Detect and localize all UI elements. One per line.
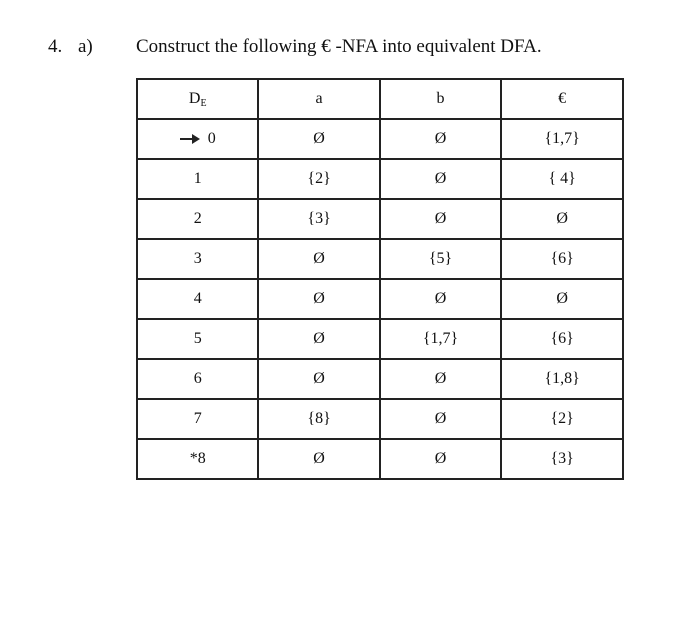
cell-b: {1,7} bbox=[380, 319, 502, 359]
cell-epsilon: {6} bbox=[501, 239, 623, 279]
cell-a: Ø bbox=[258, 439, 379, 479]
header-state bbox=[137, 79, 258, 119]
state-cell: 3 bbox=[137, 239, 258, 279]
cell-a: Ø bbox=[258, 119, 379, 159]
cell-epsilon: {1,7} bbox=[501, 119, 623, 159]
cell-a: Ø bbox=[258, 239, 379, 279]
question-part: a) bbox=[78, 36, 93, 57]
start-arrow-icon bbox=[180, 134, 200, 144]
state-cell: 1 bbox=[137, 159, 258, 199]
cell-b: Ø bbox=[380, 399, 502, 439]
state-cell: 5 bbox=[137, 319, 258, 359]
cell-b: Ø bbox=[380, 279, 502, 319]
header-state-sub: E bbox=[200, 97, 207, 109]
header-epsilon: € bbox=[501, 79, 623, 119]
question-number: 4. bbox=[48, 36, 63, 57]
cell-b: {5} bbox=[380, 239, 502, 279]
table-row bbox=[137, 239, 623, 279]
state-label: 0 bbox=[207, 130, 216, 147]
header-b: b bbox=[380, 79, 502, 119]
table-row bbox=[137, 319, 623, 359]
cell-b: Ø bbox=[380, 119, 502, 159]
cell-epsilon: {1,8} bbox=[501, 359, 623, 399]
state-cell bbox=[137, 119, 258, 159]
cell-a: {8} bbox=[258, 399, 379, 439]
cell-epsilon: {3} bbox=[501, 439, 623, 479]
cell-b: Ø bbox=[380, 199, 502, 239]
state-cell: 7 bbox=[137, 399, 258, 439]
table-row bbox=[137, 199, 623, 239]
cell-a: Ø bbox=[258, 319, 379, 359]
state-cell: 2 bbox=[137, 199, 258, 239]
transition-table bbox=[136, 78, 624, 480]
cell-b: Ø bbox=[380, 159, 502, 199]
table-row bbox=[137, 159, 623, 199]
cell-epsilon: Ø bbox=[501, 199, 623, 239]
cell-epsilon: {6} bbox=[501, 319, 623, 359]
table-header-row bbox=[137, 79, 623, 119]
table-row bbox=[137, 359, 623, 399]
cell-epsilon: {2} bbox=[501, 399, 623, 439]
state-cell: *8 bbox=[137, 439, 258, 479]
table-row bbox=[137, 439, 623, 479]
cell-b: Ø bbox=[380, 359, 502, 399]
header-state-main: D bbox=[188, 89, 201, 107]
cell-b: Ø bbox=[380, 439, 502, 479]
question-text: Construct the following € -NFA into equivalent DFA. bbox=[136, 36, 542, 57]
header-a: a bbox=[258, 79, 379, 119]
state-cell: 6 bbox=[137, 359, 258, 399]
cell-a: Ø bbox=[258, 279, 379, 319]
cell-a: {3} bbox=[258, 199, 379, 239]
table-row bbox=[137, 279, 623, 319]
table-row bbox=[137, 399, 623, 439]
state-cell: 4 bbox=[137, 279, 258, 319]
cell-a: Ø bbox=[258, 359, 379, 399]
cell-a: {2} bbox=[258, 159, 379, 199]
cell-epsilon: { 4} bbox=[501, 159, 623, 199]
cell-epsilon: Ø bbox=[501, 279, 623, 319]
table-row bbox=[137, 119, 623, 159]
